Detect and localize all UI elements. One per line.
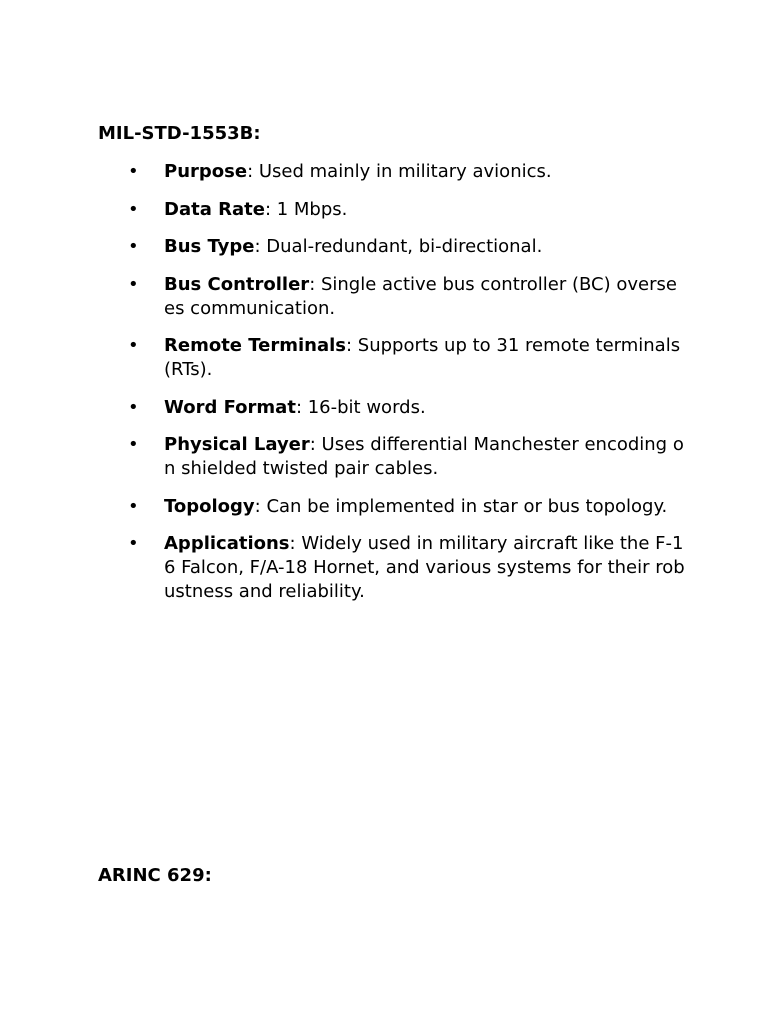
item-description: : 1 Mbps.: [264, 198, 348, 220]
item-description: : Single active bus controller (BC) oversees communication.: [164, 273, 677, 319]
item-description: : 16-bit words.: [295, 396, 426, 418]
bullet-icon: •: [128, 533, 139, 554]
bullet-icon: •: [128, 198, 139, 220]
list-item-topology: [98, 495, 688, 519]
list-item-applications: [98, 532, 688, 604]
section-heading-arinc-629: ARINC 629:: [98, 865, 212, 886]
item-term: Remote Terminals: [164, 335, 347, 356]
list-item-physical-layer: [98, 433, 688, 481]
item-term: Data Rate: [164, 198, 265, 220]
bullet-icon: •: [128, 273, 139, 295]
bullet-icon: •: [128, 161, 139, 182]
item-description: : Used mainly in military avionics.: [247, 161, 552, 182]
list-item-word-format: [98, 396, 688, 420]
item-term: Topology: [164, 495, 255, 517]
item-term: Purpose: [164, 161, 248, 182]
list-item-bus-type: [98, 235, 688, 259]
list-item-bus-controller: [98, 273, 688, 321]
bullet-icon: •: [128, 434, 139, 455]
mil-std-1553b-feature-list: [98, 160, 688, 618]
item-term: Bus Type: [164, 236, 255, 257]
item-term: Physical Layer: [164, 434, 310, 455]
list-item-remote-terminals: [98, 334, 688, 382]
list-item-purpose: [98, 160, 688, 184]
item-description: : Can be implemented in star or bus topology.: [254, 495, 668, 517]
bullet-icon: •: [128, 396, 139, 418]
item-description: : Uses differential Manchester encoding on shielded twisted pair cables.: [164, 434, 684, 479]
section-heading-mil-std-1553b: MIL-STD-1553B:: [98, 123, 261, 144]
item-term: Word Format: [164, 396, 296, 418]
item-term: Applications: [164, 533, 290, 554]
item-description: : Widely used in military aircraft like the F-16 Falcon, F/A-18 Hornet, and various systems for their robustness and reliability.: [164, 533, 685, 602]
item-description: : Supports up to 31 remote terminals (RTs).: [164, 335, 681, 380]
item-term: Bus Controller: [164, 273, 310, 295]
list-item-data-rate: [98, 198, 688, 222]
bullet-icon: •: [128, 236, 139, 257]
bullet-icon: •: [128, 335, 139, 356]
item-description: : Dual-redundant, bi-directional.: [254, 236, 543, 257]
bullet-icon: •: [128, 495, 139, 517]
